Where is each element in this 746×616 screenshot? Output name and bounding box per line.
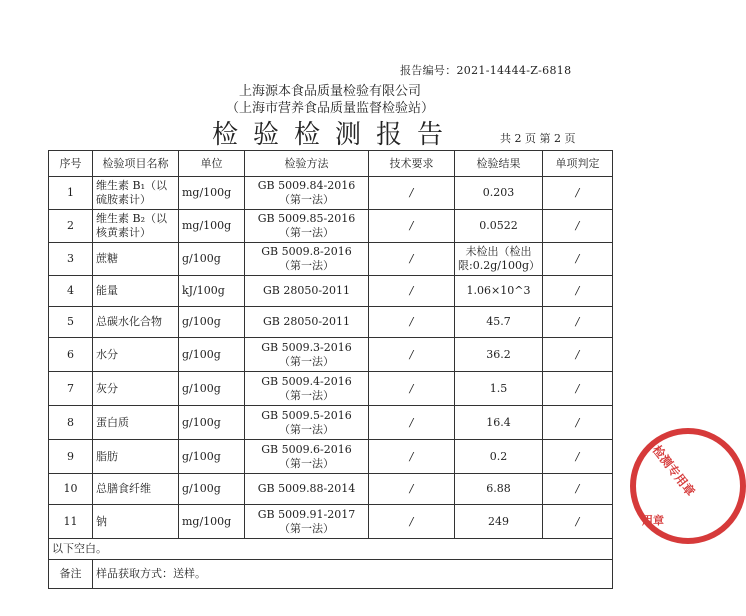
table-row: [49, 372, 613, 406]
row-result: 16.4: [455, 406, 543, 440]
row-judgement: /: [543, 276, 613, 307]
official-seal: [630, 428, 746, 544]
method-standard: GB 5009.6-2016: [261, 442, 352, 456]
row-unit: mg/100g: [179, 505, 245, 539]
row-item: 能量: [93, 276, 179, 307]
institution-name: 上海源本食品质量检验有限公司: [238, 84, 421, 99]
col-header-no: 序号: [49, 151, 93, 177]
row-requirement: /: [369, 505, 455, 539]
row-no: 9: [49, 440, 93, 474]
table-row: [49, 307, 613, 338]
institution-alias: （上海市营养食品质量监督检验站）: [225, 101, 434, 116]
row-judgement: /: [543, 338, 613, 372]
row-judgement: /: [543, 243, 613, 276]
method-standard: GB 28050-2011: [262, 315, 351, 328]
table-row: [49, 440, 613, 474]
row-result: 249: [455, 505, 543, 539]
table-row: [49, 338, 613, 372]
row-requirement: /: [369, 440, 455, 474]
row-requirement: /: [369, 307, 455, 338]
row-result: 0.2: [455, 440, 543, 474]
method-standard: GB 28050-2011: [262, 284, 351, 297]
method-standard: GB 5009.3-2016: [261, 340, 352, 354]
row-unit: g/100g: [179, 372, 245, 406]
row-method: [245, 505, 369, 539]
row-method: [245, 177, 369, 210]
row-no: 5: [49, 307, 93, 338]
row-judgement: /: [543, 177, 613, 210]
row-requirement: /: [369, 243, 455, 276]
row-unit: g/100g: [179, 338, 245, 372]
table-row: [49, 276, 613, 307]
row-result: 6.88: [455, 474, 543, 505]
row-result: 36.2: [455, 338, 543, 372]
row-method: [245, 372, 369, 406]
row-item: 灰分: [93, 372, 179, 406]
row-no: 10: [49, 474, 93, 505]
row-method: [245, 210, 369, 243]
blank-note: 以下空白。: [49, 539, 613, 560]
method-variant: （第一法）: [279, 226, 334, 239]
row-requirement: /: [369, 210, 455, 243]
col-header-unit: 单位: [179, 151, 245, 177]
row-requirement: /: [369, 177, 455, 210]
row-unit: g/100g: [179, 406, 245, 440]
remark-text: 样品获取方式：送样。: [93, 560, 613, 589]
row-item: 维生素 B₁（以硫胺素计）: [93, 177, 179, 210]
row-result: 1.06×10^3: [455, 276, 543, 307]
document-title: 检验检测报告: [212, 120, 459, 150]
row-method: [245, 338, 369, 372]
row-no: 2: [49, 210, 93, 243]
table-row: [49, 474, 613, 505]
row-requirement: /: [369, 276, 455, 307]
method-variant: （第一法）: [279, 354, 334, 368]
row-result: 1.5: [455, 372, 543, 406]
row-unit: kJ/100g: [179, 276, 245, 307]
method-standard: GB 5009.85-2016: [257, 212, 356, 225]
method-standard: GB 5009.88-2014: [257, 482, 356, 495]
table-row: [49, 243, 613, 276]
table-row: [49, 210, 613, 243]
row-method: [245, 474, 369, 505]
row-item: 蔗糖: [93, 243, 179, 276]
row-requirement: /: [369, 372, 455, 406]
blank-note-row: [49, 539, 613, 560]
row-result: 未检出（检出限:0.2g/100g）: [455, 243, 543, 276]
row-no: 7: [49, 372, 93, 406]
row-judgement: /: [543, 307, 613, 338]
table-row: [49, 177, 613, 210]
row-method: [245, 243, 369, 276]
row-no: 11: [49, 505, 93, 539]
table-row: [49, 505, 613, 539]
row-judgement: /: [543, 210, 613, 243]
report-number: 报告编号：2021-14444-Z-6818: [400, 64, 572, 77]
row-no: 3: [49, 243, 93, 276]
method-variant: （第一法）: [279, 521, 334, 535]
method-variant: （第一法）: [279, 388, 334, 402]
row-judgement: /: [543, 406, 613, 440]
row-method: [245, 276, 369, 307]
row-method: [245, 307, 369, 338]
col-header-item: 检验项目名称: [93, 151, 179, 177]
col-header-result: 检验结果: [455, 151, 543, 177]
page-info: 共 2 页 第 2 页: [500, 132, 576, 145]
row-result: 45.7: [455, 307, 543, 338]
row-unit: g/100g: [179, 307, 245, 338]
table-header-row: [49, 151, 613, 177]
row-item: 脂肪: [93, 440, 179, 474]
row-unit: g/100g: [179, 243, 245, 276]
method-standard: GB 5009.84-2016: [257, 179, 356, 192]
row-no: 4: [49, 276, 93, 307]
row-requirement: /: [369, 338, 455, 372]
row-method: [245, 406, 369, 440]
col-header-judgement: 单项判定: [543, 151, 613, 177]
row-item: 维生素 B₂（以核黄素计）: [93, 210, 179, 243]
row-judgement: /: [543, 372, 613, 406]
method-standard: GB 5009.4-2016: [261, 374, 352, 388]
seal-text-top: 检测专用章: [649, 442, 698, 499]
row-requirement: /: [369, 406, 455, 440]
row-item: 总膳食纤维: [93, 474, 179, 505]
row-unit: mg/100g: [179, 177, 245, 210]
row-item: 钠: [93, 505, 179, 539]
method-standard: GB 5009.5-2016: [261, 408, 352, 422]
row-judgement: /: [543, 474, 613, 505]
row-requirement: /: [369, 474, 455, 505]
method-variant: （第一法）: [279, 422, 334, 436]
row-item: 总碳水化合物: [93, 307, 179, 338]
method-variant: （第一法）: [279, 259, 334, 272]
row-item: 水分: [93, 338, 179, 372]
seal-text-bottom: 用章: [642, 514, 664, 527]
row-judgement: /: [543, 440, 613, 474]
row-no: 8: [49, 406, 93, 440]
row-unit: g/100g: [179, 474, 245, 505]
row-unit: g/100g: [179, 440, 245, 474]
row-no: 6: [49, 338, 93, 372]
remark-label: 备注: [49, 560, 93, 589]
row-result: 0.0522: [455, 210, 543, 243]
method-variant: （第一法）: [279, 456, 334, 470]
row-judgement: /: [543, 505, 613, 539]
row-item: 蛋白质: [93, 406, 179, 440]
col-header-method: 检验方法: [245, 151, 369, 177]
row-no: 1: [49, 177, 93, 210]
method-standard: GB 5009.91-2017: [257, 507, 356, 521]
method-standard: GB 5009.8-2016: [261, 245, 352, 258]
inspection-table: [48, 150, 613, 589]
row-method: [245, 440, 369, 474]
col-header-requirement: 技术要求: [369, 151, 455, 177]
method-variant: （第一法）: [279, 193, 334, 206]
row-unit: mg/100g: [179, 210, 245, 243]
row-result: 0.203: [455, 177, 543, 210]
table-row: [49, 406, 613, 440]
remark-row: [49, 560, 613, 589]
